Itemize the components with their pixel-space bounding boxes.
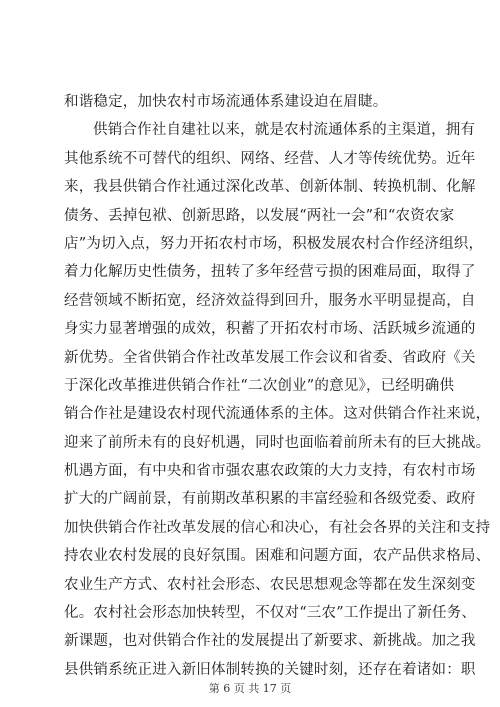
text-line: 迎来了前所未有的良好机遇，同时也面临着前所未有的巨大挑战。: [64, 434, 491, 451]
text-line: 销合作社是建设农村现代流通体系的主体。这对供销合作社来说，: [64, 406, 491, 423]
text-line: 农业生产方式、农村社会形态、农民思想观念等都在发生深刻变: [64, 576, 476, 593]
text-line: 扩大的广阔前景，有前期改革积累的丰富经验和各级党委、政府: [64, 491, 476, 508]
body-text: [64, 88, 491, 684]
text-line: 身实力显著增强的成效，积蓄了开拓农村市场、活跃城乡流通的: [64, 321, 476, 338]
text-line: 和谐稳定，加快农村市场流通体系建设迫在眉睫。: [64, 94, 388, 110]
text-line: 于深化改革推进供销合作社“二次创业”的意见》，已经明确供: [64, 377, 455, 394]
text-line: 店”为切入点，努力开拓农村市场，积极发展农村合作经济组织，: [64, 235, 484, 252]
text-line: 新优势。全省供销合作社改革发展工作会议和省委、省政府《关: [64, 349, 476, 366]
text-line: 化。农村社会形态加快转型，不仅对“三农”工作提出了新任务、: [64, 605, 477, 622]
text-line: 着力化解历史性债务，扭转了多年经营亏损的困难局面，取得了: [64, 264, 476, 281]
text-line: 债务、丢掉包袱、创新思路，以发展“两社一会”和“农资农家: [64, 207, 455, 224]
text-line: 新课题，也对供销合作社的发展提出了新要求、新挑战。加之我: [64, 633, 476, 650]
text-line: 其他系统不可替代的组织、网络、经营、人才等传统优势。近年: [64, 150, 476, 167]
text-line: 供销合作社自建社以来，就是农村流通体系的主渠道，拥有: [93, 122, 476, 139]
text-line: 机遇方面，有中央和省市强农惠农政策的大力支持，有农村市场: [64, 463, 476, 480]
text-line: 持农业农村发展的良好氛围。困难和问题方面，农产品供求格局、: [64, 548, 491, 565]
text-line: 加快供销合作社改革发展的信心和决心，有社会各界的关注和支持: [64, 519, 491, 536]
text-line: 来，我县供销合作社通过深化改革、创新体制、转换机制、化解: [64, 179, 476, 196]
page-footer: 第 6 页 共 17 页: [208, 682, 292, 695]
text-line: 县供销系统正进入新旧体制转换的关键时刻，还存在着诸如：职: [64, 661, 476, 678]
text-line: 经营领域不断拓宽，经济效益得到回升，服务水平明显提高，自: [64, 292, 476, 309]
